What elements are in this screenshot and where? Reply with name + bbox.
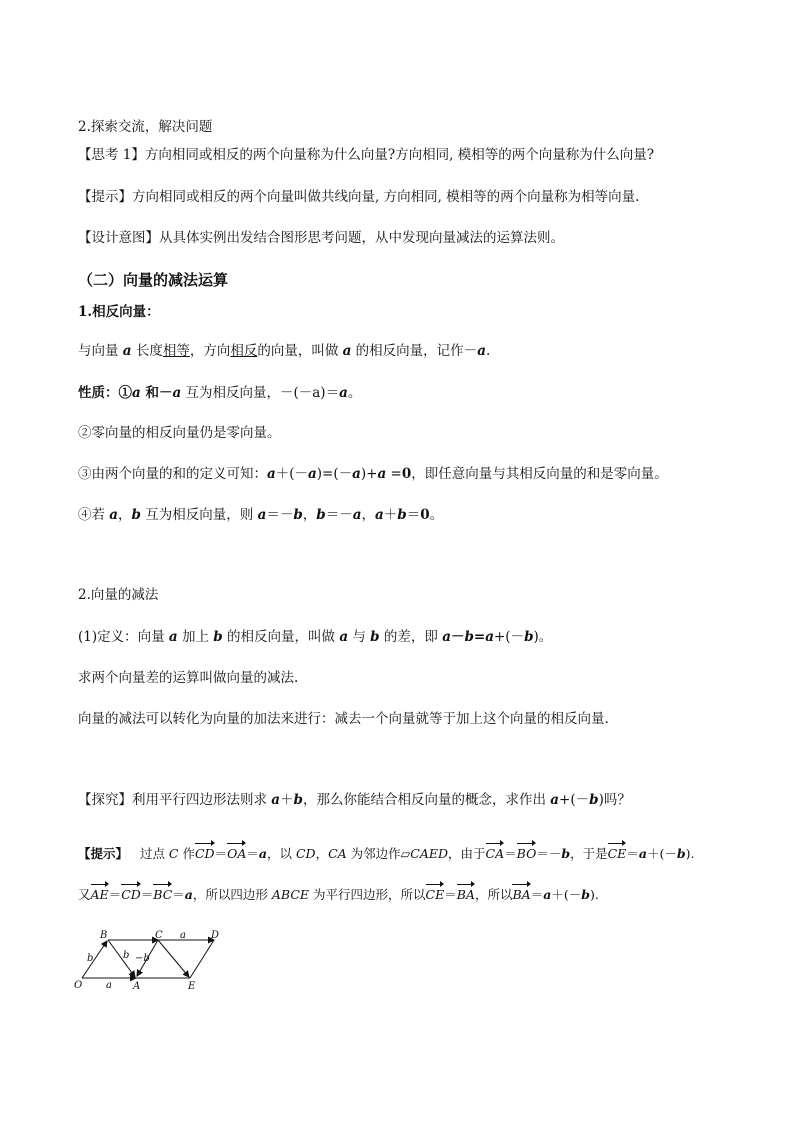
def-text: ，方向 bbox=[189, 343, 231, 359]
vector-b: b bbox=[316, 507, 326, 523]
edge-ba-label: b bbox=[123, 950, 130, 961]
opposite-definition bbox=[78, 342, 490, 360]
hint2-line2 bbox=[78, 883, 599, 904]
def-underline: 相反 bbox=[230, 343, 258, 359]
point-d-label: D bbox=[211, 930, 220, 941]
hint-text: 过点 bbox=[139, 846, 169, 861]
explore-text: ，那么你能结合相反向量的概念，求作出 bbox=[303, 792, 551, 808]
design-tag: 【设计意图】 bbox=[78, 230, 159, 246]
hint2-tag: 【提示】 bbox=[78, 846, 129, 861]
vector-b: b bbox=[370, 629, 380, 645]
prop-text: ，即任意向量与其相反向量的和是零向量。 bbox=[411, 466, 668, 482]
vector-a: a bbox=[339, 629, 349, 645]
vector-b: b bbox=[464, 629, 474, 645]
opposite-title bbox=[78, 303, 160, 321]
hint1-paragraph bbox=[78, 188, 639, 206]
section-heading-text: 2.探索交流，解决问题 bbox=[78, 119, 213, 135]
hint-text: ＝－ bbox=[536, 846, 562, 861]
def-text: － bbox=[450, 629, 465, 645]
hint-text: ＝ bbox=[504, 846, 517, 861]
prop-text: ＝－ bbox=[266, 507, 294, 523]
hint-text: ＝ bbox=[172, 887, 185, 902]
hint-text: ，于是 bbox=[570, 846, 608, 861]
def-text: . bbox=[485, 343, 491, 359]
think-text: 方向相同或相反的两个向量称为什么向量?方向相同, 模相等的两个向量称为什么向量? bbox=[144, 147, 654, 163]
hint-text: ). bbox=[589, 887, 599, 902]
vector-ce: CE bbox=[426, 883, 445, 904]
vector-bc: BC bbox=[153, 883, 172, 904]
prop-text: ， bbox=[302, 507, 317, 523]
vector-b: b bbox=[524, 629, 534, 645]
subtraction-title-text: 2.向量的减法 bbox=[78, 587, 159, 603]
point-e-label: E bbox=[188, 981, 196, 992]
def-text: (1)定义：向量 bbox=[78, 629, 169, 645]
def-text: 的向量，叫做 bbox=[257, 343, 343, 359]
think-paragraph bbox=[78, 146, 654, 164]
edge-ba bbox=[108, 940, 135, 977]
zero-vector: 0 bbox=[420, 507, 430, 523]
edge-oa-label: a bbox=[106, 980, 112, 991]
subtraction-title bbox=[78, 586, 158, 604]
prop-text: 和－ bbox=[140, 385, 173, 401]
def-text: +(－ bbox=[493, 629, 525, 645]
prop-text: 。 bbox=[347, 385, 362, 401]
edge-ca-label: −b bbox=[135, 953, 150, 964]
vector-a: a bbox=[132, 385, 141, 401]
vector-oa: OA bbox=[227, 842, 246, 863]
prop-text: ＝ bbox=[406, 507, 421, 523]
def-text: 的相反向量，记作－ bbox=[351, 343, 478, 359]
part-title bbox=[78, 271, 228, 289]
vector-b: b bbox=[293, 792, 303, 808]
hint-text: 作 bbox=[178, 846, 195, 861]
vector-b: b bbox=[581, 887, 590, 902]
property-4 bbox=[78, 506, 443, 524]
def-underline: 相等 bbox=[162, 343, 190, 359]
vector-a: a bbox=[550, 792, 560, 808]
def-text: 加上 bbox=[177, 629, 214, 645]
hint-text: ＝ bbox=[214, 846, 228, 861]
vector-a: a bbox=[257, 507, 267, 523]
def-text: 长度 bbox=[131, 343, 163, 359]
vector-a: a bbox=[271, 792, 281, 808]
property-label: 性质： bbox=[78, 385, 119, 401]
vector-a: a bbox=[308, 466, 317, 482]
segment-label: CD bbox=[295, 846, 316, 861]
segment-label: CA bbox=[328, 846, 347, 861]
vector-a: a bbox=[109, 507, 119, 523]
point-c-label: C bbox=[155, 930, 163, 941]
explore-text: )吗？ bbox=[598, 792, 631, 808]
explore-tag: 【探究】 bbox=[78, 792, 132, 808]
vector-a: a bbox=[477, 343, 486, 359]
vector-a: a bbox=[485, 629, 494, 645]
vector-a: a bbox=[352, 466, 361, 482]
def-text: 与 bbox=[348, 629, 371, 645]
point-o-label: O bbox=[74, 980, 83, 991]
edge-ob bbox=[82, 941, 107, 978]
prop-text: ③由两个向量的和的定义可知： bbox=[78, 466, 267, 482]
zero-vector: 0 bbox=[401, 466, 412, 482]
def-text: 的差，即 bbox=[379, 629, 443, 645]
hint2-line1 bbox=[78, 842, 694, 863]
prop-text: ＋(－ bbox=[275, 466, 309, 482]
vector-a: a bbox=[638, 846, 647, 861]
hint-text: 为邻边作▱ bbox=[346, 846, 411, 861]
hint1-tag: 【提示】 bbox=[78, 189, 132, 205]
vector-a: a bbox=[184, 887, 193, 902]
vector-b: b bbox=[397, 507, 407, 523]
prop-text: 互为相反向量，则 bbox=[141, 507, 258, 523]
vector-a: a bbox=[267, 466, 276, 482]
prop-text: 互为相反向量，－(－a)＝ bbox=[181, 385, 340, 401]
property-3 bbox=[78, 465, 668, 483]
subtraction-line3-text: 向量的减法可以转化为向量的加法来进行：减去一个向量就等于加上这个向量的相反向量. bbox=[78, 711, 609, 727]
vector-b: b bbox=[131, 507, 141, 523]
subtraction-line3 bbox=[78, 710, 609, 728]
vector-b: b bbox=[293, 507, 303, 523]
design-paragraph bbox=[78, 229, 564, 247]
prop-text: )=(－ bbox=[316, 466, 353, 482]
quadrilateral-label: ABCE bbox=[271, 887, 310, 902]
prop-text: ， bbox=[118, 507, 132, 523]
vector-bo: BO bbox=[517, 842, 537, 863]
hint-text: ＝ bbox=[140, 887, 154, 902]
hint-text: ＝ bbox=[626, 846, 639, 861]
vector-b: b bbox=[213, 629, 223, 645]
vector-a: a bbox=[258, 846, 267, 861]
vector-a: a bbox=[122, 343, 132, 359]
def-text: = bbox=[473, 629, 486, 645]
prop-text: = bbox=[386, 466, 402, 482]
opposite-title-text: 1.相反向量： bbox=[78, 304, 160, 320]
vector-ae: AE bbox=[91, 883, 109, 904]
prop-text: )+ bbox=[360, 466, 378, 482]
vector-a: a bbox=[352, 507, 362, 523]
point-a-label: A bbox=[133, 981, 141, 992]
vector-cd: CD bbox=[195, 842, 215, 863]
edge-ob-label: b bbox=[87, 953, 94, 964]
prop-text: 。 bbox=[429, 507, 444, 523]
hint-text: ，由于 bbox=[448, 846, 486, 861]
property-1 bbox=[78, 384, 361, 402]
subtraction-definition bbox=[78, 628, 552, 646]
vector-b: b bbox=[561, 846, 571, 861]
prop-text: ④若 bbox=[78, 507, 110, 523]
property-2-text: ②零向量的相反向量仍是零向量。 bbox=[78, 425, 281, 441]
vector-a: a bbox=[375, 507, 384, 523]
edge-cd-label: a bbox=[180, 930, 186, 941]
prop-text: ， bbox=[361, 507, 375, 523]
prop-text: ＝－ bbox=[325, 507, 353, 523]
hint-text: ， bbox=[315, 846, 329, 861]
vector-a: a bbox=[342, 343, 352, 359]
vector-ce: CE bbox=[608, 842, 627, 863]
hint-text: ，所以 bbox=[474, 887, 513, 902]
hint-text: 为平行四边形，所以 bbox=[309, 887, 426, 902]
subtraction-line2 bbox=[78, 669, 298, 687]
vector-a: a bbox=[339, 385, 348, 401]
hint-text: ＝ bbox=[530, 887, 544, 902]
vector-a: a bbox=[172, 385, 182, 401]
vector-b: b bbox=[589, 792, 599, 808]
point-b-label: B bbox=[100, 930, 108, 941]
def-text: )。 bbox=[533, 629, 553, 645]
vector-cd: CD bbox=[121, 883, 141, 904]
vector-ca: CA bbox=[486, 842, 505, 863]
vector-a: a bbox=[168, 629, 178, 645]
edge-ed bbox=[190, 940, 214, 978]
def-text: 的相反向量，叫做 bbox=[222, 629, 340, 645]
design-text: 从具体实例出发结合图形思考问题，从中发现向量减法的运算法则。 bbox=[159, 230, 564, 246]
explore-paragraph bbox=[78, 791, 631, 809]
vector-b: b bbox=[676, 846, 686, 861]
hint-text: ＋(－ bbox=[551, 887, 582, 902]
hint-text: ＝ bbox=[246, 846, 259, 861]
def-text: 与向量 bbox=[78, 343, 123, 359]
vector-a: a bbox=[377, 466, 387, 482]
hint-text: ＝ bbox=[444, 887, 457, 902]
hint-text: ). bbox=[685, 846, 695, 861]
vector-a: a bbox=[442, 629, 451, 645]
hint-text: 又 bbox=[78, 887, 91, 902]
prop-text: ① bbox=[118, 385, 132, 401]
explore-text: +(－ bbox=[559, 792, 590, 808]
think-tag: 【思考 1】 bbox=[78, 147, 145, 163]
point-label: C bbox=[168, 846, 179, 861]
section-heading bbox=[78, 118, 212, 136]
edge-ce bbox=[158, 940, 189, 977]
hint-text: ＋(－ bbox=[646, 846, 677, 861]
explore-text: 利用平行四边形法则求 bbox=[132, 792, 272, 808]
part-title-text: （二）向量的减法运算 bbox=[78, 271, 229, 289]
hint-text: ，以 bbox=[267, 846, 296, 861]
vector-ba: BA bbox=[457, 883, 475, 904]
prop-text: ＋ bbox=[383, 507, 398, 523]
subtraction-line2-text: 求两个向量差的运算叫做向量的减法. bbox=[78, 670, 299, 686]
parallelogram-label: CAED bbox=[410, 846, 449, 861]
hint1-text: 方向相同或相反的两个向量叫做共线向量, 方向相同, 模相等的两个向量称为相等向量. bbox=[132, 189, 640, 205]
hint-text: ，所以四边形 bbox=[192, 887, 272, 902]
parallelogram-diagram bbox=[70, 928, 240, 998]
hint-text: ＝ bbox=[108, 887, 122, 902]
property-2 bbox=[78, 424, 281, 442]
vector-ba: BA bbox=[512, 883, 530, 904]
explore-text: ＋ bbox=[280, 792, 294, 808]
vector-a: a bbox=[543, 887, 552, 902]
